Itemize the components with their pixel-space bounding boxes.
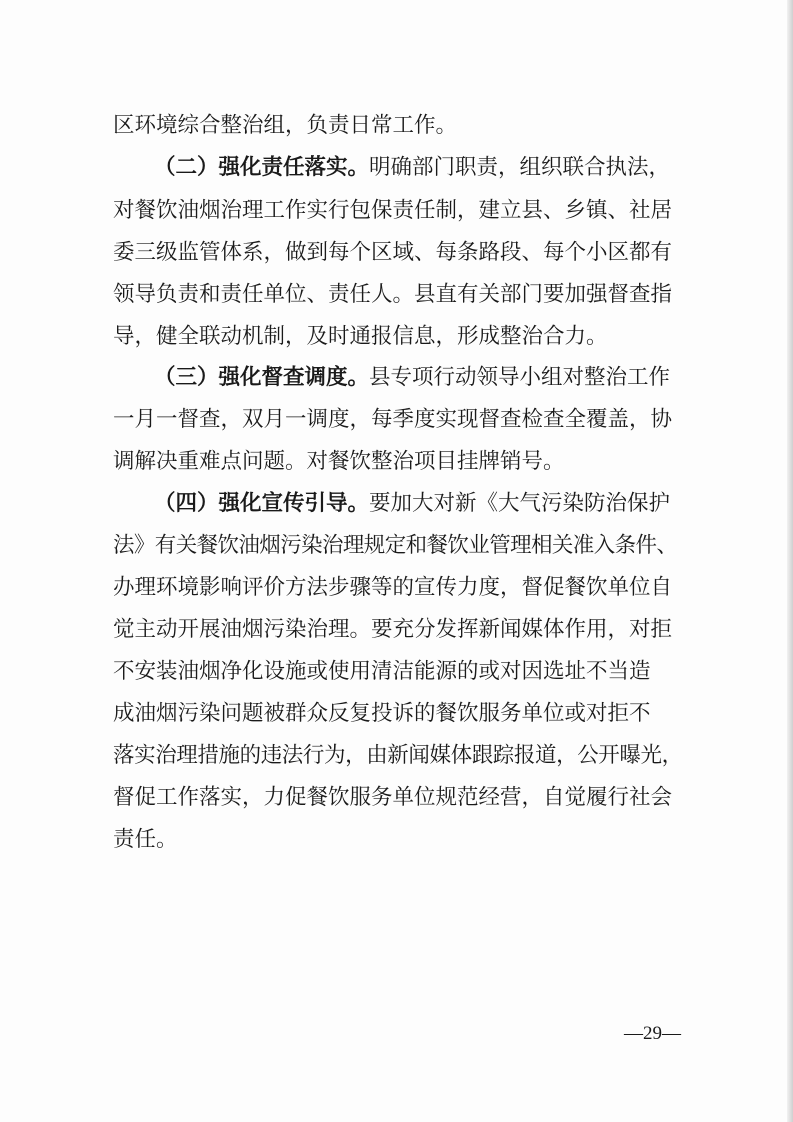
text-line: 区环境综合整治组，负责日常工作。 — [113, 113, 458, 138]
paragraph-4-line-8 — [0, 778, 793, 818]
text-line: 对餐饮油烟治理工作实行包保责任制，建立县、乡镇、社居 — [113, 198, 673, 223]
paragraph-2-line-1-text: 明确部门职责，组织联合执法， — [369, 155, 671, 180]
text-line: 觉主动开展油烟污染治理。要充分发挥新闻媒体作用，对拒 — [113, 617, 673, 642]
text-line: 法》有关餐饮油烟污染治理规定和餐饮业管理相关准入条件、 — [113, 533, 678, 558]
text-line: 督促工作落实，力促餐饮服务单位规范经营，自觉履行社会 — [113, 785, 673, 810]
text-line: 责任。 — [113, 827, 178, 852]
paragraph-4-heading: （四）强化宣传引导。 — [154, 491, 370, 516]
paragraph-1-line-1 — [0, 106, 793, 146]
paragraph-3-line-3 — [0, 442, 793, 482]
paragraph-2-line-4 — [0, 275, 793, 315]
text-line — [154, 484, 670, 524]
text-line: 办理环境影响评价方法步骤等的宣传力度，督促餐饮单位自 — [113, 575, 673, 600]
text-line — [154, 148, 670, 188]
text-line: 一月一督查，双月一调度，每季度实现督查检查全覆盖，协 — [113, 407, 673, 432]
text-line: 导，健全联动机制，及时通报信息，形成整治合力。 — [113, 324, 608, 349]
paragraph-2-line-3 — [0, 233, 793, 273]
paragraph-2-heading: （二）强化责任落实。 — [154, 155, 370, 180]
paragraph-4-line-1 — [0, 484, 793, 524]
paragraph-4-line-3 — [0, 568, 793, 608]
text-line: 委三级监管体系，做到每个区域、每条路段、每个小区都有 — [113, 240, 673, 265]
paragraph-3-line-2 — [0, 400, 793, 440]
paragraph-4-line-5 — [0, 652, 793, 692]
paragraph-4-line-9 — [0, 820, 793, 860]
paragraph-2-line-5 — [0, 317, 793, 357]
page-number: —29— — [624, 1023, 681, 1044]
paragraph-3-line-1 — [0, 358, 793, 398]
paragraph-2-line-1 — [0, 148, 793, 188]
text-line: 落实治理措施的违法行为，由新闻媒体跟踪报道，公开曝光， — [113, 743, 683, 768]
text-line: 成油烟污染问题被群众反复投诉的餐饮服务单位或对拒不 — [113, 701, 651, 726]
paragraph-3-line-1-text: 县专项行动领导小组对整治工作 — [369, 365, 671, 390]
text-line: 领导负责和责任单位、责任人。县直有关部门要加强督查指 — [113, 282, 673, 307]
paragraph-2-line-2 — [0, 191, 793, 231]
text-line — [154, 358, 670, 398]
paragraph-4-line-7 — [0, 736, 793, 776]
paragraph-4-line-2 — [0, 526, 793, 566]
text-line: 不安装油烟净化设施或使用清洁能源的或对因选址不当造 — [113, 659, 651, 684]
paragraph-4-line-6 — [0, 694, 793, 734]
text-line: 调解决重难点问题。对餐饮整治项目挂牌销号。 — [113, 449, 565, 474]
paragraph-3-heading: （三）强化督查调度。 — [154, 365, 370, 390]
paragraph-4-line-1-text: 要加大对新《大气污染防治保护 — [369, 491, 671, 516]
paragraph-4-line-4 — [0, 610, 793, 650]
